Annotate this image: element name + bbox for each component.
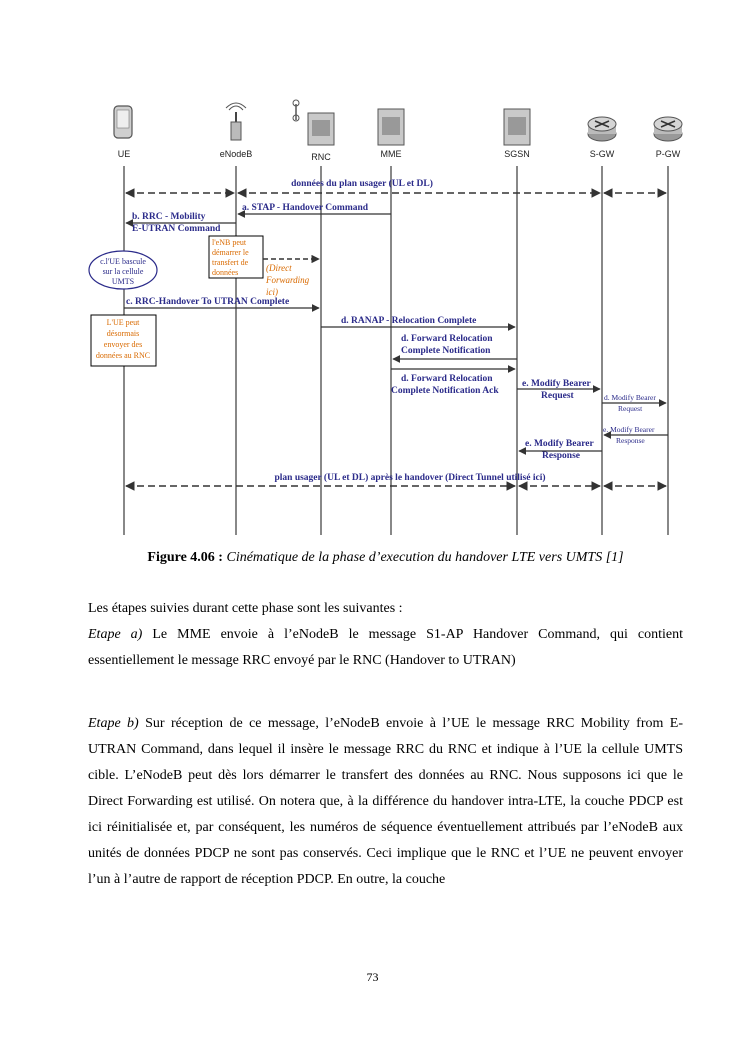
msg-user-plane-before: données du plan usager (UL et DL) [291,179,433,189]
entity-label-rnc: RNC [311,152,331,162]
entity-label-mme: MME [380,149,402,159]
step-a-paragraph [88,622,683,674]
caption-label: Figure 4.06 : [147,550,223,565]
enb-note-line-3: transfert de [212,258,249,267]
figure-caption [88,550,683,566]
entity-label-pgw: P-GW [655,149,681,159]
ue-send-note-line-2: désormais [106,329,140,338]
step-a-text: Le MME envoie à l’eNodeB le message S1-AP Handover Command, qui contient essentiellement le message RRC envoyé par le RNC (Handover to UTRAN) [88,627,683,668]
entity-label-sgw: S-GW [589,149,615,159]
direct-forwarding-line-1: (Direct [266,263,292,273]
msg-user-plane-after: plan usager (UL et DL) après le handover (Direct Tunnel utilisé ici) [274,473,546,483]
msg-modify-bearer-req-sgsn-1: e. Modify Bearer [522,379,591,389]
enb-note-line-1: l'eNB peut [212,238,247,247]
step-b-text: Sur réception de ce message, l’eNodeB envoie à l’UE le message RRC Mobility from E-UTRAN Command, dans lequel il insère le message RRC du RNC et indique à l’UE la cellule UMTS cible. L’eNodeB peut dès lors démarrer le transfert des données au RNC. Nous supposons ici que le Direct Forwarding est utilisé. On notera que, à la différence du handover intra-LTE, la couche PDCP est ici réinitialisée et, par conséquent, les numéros de séquence éventuellement attribués par l’eNodeB aux unités de données PDCP ne sont pas conservés. Ceci implique que le RNC et l’UE ne peuvent envoyer l’un à l’autre de rapport de réception PDCP. En outre, la couche [88,716,683,887]
msg-forward-relocation-ack-1: d. Forward Relocation [401,374,493,384]
msg-ranap-relocation-complete: d. RANAP - Relocation Complete [341,316,477,326]
entity-label-enodeb: eNodeB [219,149,253,159]
direct-forwarding-line-3: ici) [266,287,278,297]
pgw-icon [654,117,682,141]
msg-modify-bearer-req-sgw-2: Request [618,404,643,413]
page-number: 73 [366,970,379,984]
msg-forward-relocation-ack-2: Complete Notification Ack [391,386,499,396]
direct-forwarding-line-2: Forwarding [266,275,310,285]
entity-label-sgsn: SGSN [504,149,530,159]
sgsn-icon [504,109,530,145]
sgw-icon [588,117,616,141]
ue-send-note-line-3: envoyer des [103,340,143,349]
enb-note-line-2: démarrer le [212,248,249,257]
msg-modify-bearer-resp-sgw-2: Response [542,451,581,461]
msg-modify-bearer-req-sgsn-2: Request [541,391,574,401]
msg-modify-bearer-resp-sgw-1: e. Modify Bearer [525,439,594,449]
step-b-label: Etape b) [88,716,139,731]
mme-icon [378,109,404,145]
msg-forward-relocation-notif-2: Complete Notification [401,346,491,356]
msg-modify-bearer-req-sgw-1: d. Modify Bearer [604,393,656,402]
caption-text: Cinématique de la phase d’execution du handover LTE vers UMTS [1] [226,550,624,565]
ue-switch-note-line-2: sur la cellule [102,267,144,276]
ue-icon [114,106,132,138]
ue-send-note-line-1: L'UE peut [106,318,140,327]
entity-label-ue: UE [117,149,131,159]
rnc-icon [293,100,334,145]
intro-text: Les étapes suivies durant cette phase sont les suivantes : [88,601,403,616]
ue-send-note-line-4: données au RNC [95,351,151,360]
intro-paragraph [88,596,683,622]
msg-rrc-handover-complete: c. RRC-Handover To UTRAN Complete [126,297,290,307]
msg-forward-relocation-notif-1: d. Forward Relocation [401,334,493,344]
enb-note-line-4: données [212,268,239,277]
ue-switch-note-line-1: c.l'UE bascule [100,257,146,266]
msg-rrc-mobility-2: E-UTRAN Command [132,224,221,234]
step-a-label: Etape a) [88,627,143,642]
msg-s1ap-handover-command: a. STAP - Handover Command [242,203,369,213]
ue-switch-note-line-3: UMTS [111,277,135,286]
msg-modify-bearer-resp-pgw-2: Response [616,436,645,445]
step-b-paragraph [88,711,683,893]
msg-rrc-mobility-1: b. RRC - Mobility [132,212,206,222]
msg-modify-bearer-resp-pgw-1: e. Modify Bearer [603,425,655,434]
enodeb-icon [226,103,246,140]
